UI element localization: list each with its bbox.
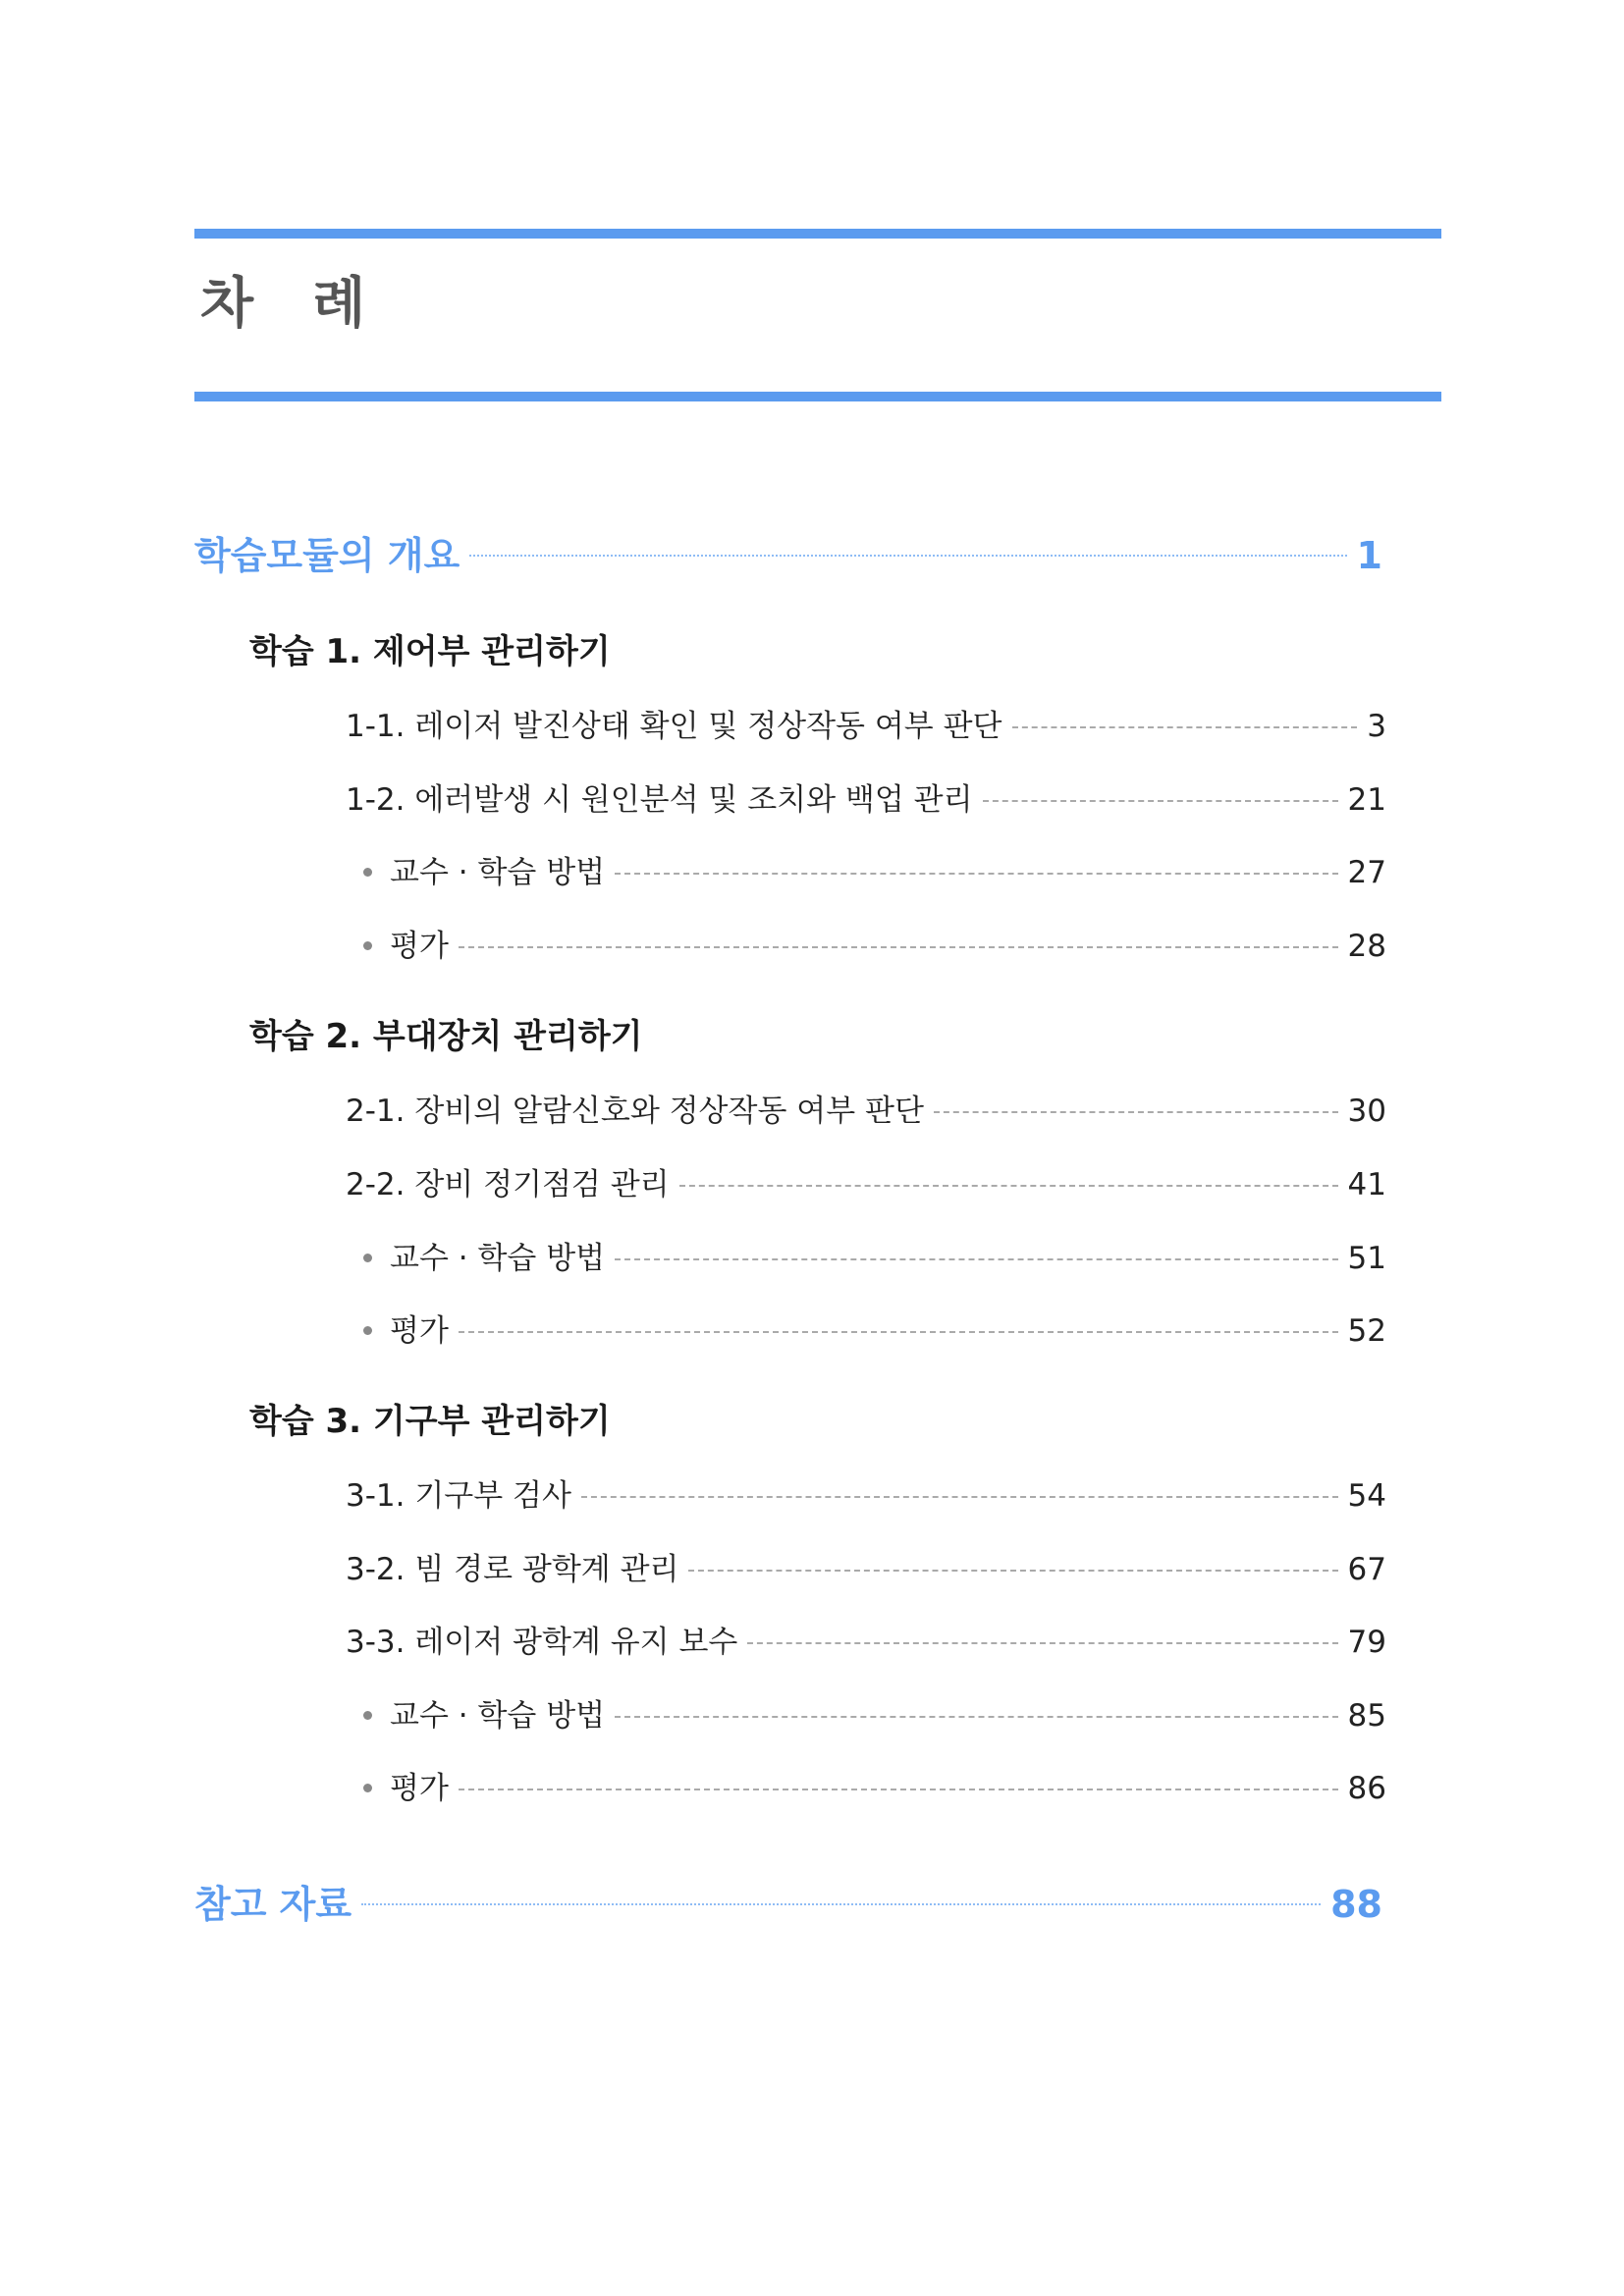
toc-entry-2-1[interactable] — [346, 1086, 1386, 1130]
toc-entry-overview[interactable] — [194, 525, 1382, 579]
toc-entry-page: 88 — [1330, 1883, 1382, 1926]
toc-entry-1-2[interactable] — [346, 774, 1386, 819]
bullet-icon — [363, 1254, 372, 1262]
dot-leader — [1012, 726, 1358, 728]
toc-entry-label: 참고 자료 — [194, 1883, 352, 1926]
toc-entry-2-2[interactable] — [346, 1159, 1386, 1203]
toc-entry-3-evaluation[interactable] — [363, 1763, 1386, 1807]
toc-entry-page: 52 — [1347, 1313, 1386, 1349]
learning-3-heading[interactable] — [249, 1394, 611, 1442]
dot-leader — [459, 946, 1338, 948]
toc-entry-2-evaluation[interactable] — [363, 1306, 1386, 1350]
dot-leader — [983, 800, 1338, 802]
learning-1-heading[interactable] — [249, 624, 611, 672]
learning-2-heading[interactable] — [249, 1009, 643, 1057]
learning-heading-label: 학습 3. 기구부 관리하기 — [249, 1402, 611, 1441]
page-title-char-2: 례 — [312, 272, 366, 336]
toc-entry-page: 85 — [1347, 1698, 1386, 1734]
dot-leader — [679, 1185, 1338, 1187]
toc-entry-1-teaching[interactable] — [363, 847, 1386, 891]
dot-leader — [459, 1331, 1338, 1333]
toc-entry-label: 3-1. 기구부 검사 — [346, 1478, 571, 1514]
bullet-icon — [363, 1326, 372, 1335]
toc-entry-page: 30 — [1347, 1094, 1386, 1129]
toc-entry-3-1[interactable] — [346, 1470, 1386, 1515]
toc-entry-label: 학습모듈의 개요 — [194, 534, 460, 577]
toc-entry-page: 28 — [1347, 929, 1386, 964]
title-top-rule — [194, 229, 1441, 239]
dot-leader — [615, 1716, 1337, 1718]
toc-entry-label: 2-2. 장비 정기점검 관리 — [346, 1167, 670, 1202]
toc-entry-page: 27 — [1347, 855, 1386, 890]
page-title — [200, 272, 366, 336]
dot-leader — [688, 1570, 1337, 1572]
toc-entry-label: 평가 — [390, 1771, 449, 1806]
toc-entry-label: 교수 · 학습 방법 — [390, 855, 606, 890]
toc-entry-page: 79 — [1347, 1625, 1386, 1660]
toc-entry-page: 41 — [1347, 1167, 1386, 1202]
dot-leader — [459, 1789, 1338, 1790]
toc-entry-page: 51 — [1347, 1241, 1386, 1276]
bullet-icon — [363, 1784, 372, 1792]
toc-entry-page: 54 — [1347, 1478, 1386, 1514]
dot-leader — [581, 1496, 1338, 1498]
toc-entry-1-1[interactable] — [346, 701, 1386, 745]
toc-entry-2-teaching[interactable] — [363, 1233, 1386, 1277]
toc-entry-label: 평가 — [390, 929, 449, 964]
toc-entry-page: 1 — [1356, 534, 1382, 577]
toc-entry-3-2[interactable] — [346, 1544, 1386, 1588]
toc-entry-label: 1-1. 레이저 발진상태 확인 및 정상작동 여부 판단 — [346, 709, 1002, 744]
toc-entry-page: 21 — [1347, 782, 1386, 818]
dot-leader — [469, 555, 1346, 557]
toc-entry-label: 교수 · 학습 방법 — [390, 1698, 606, 1734]
page-title-char-1: 차 — [200, 272, 254, 336]
dot-leader — [747, 1642, 1337, 1644]
toc-entry-page: 3 — [1367, 709, 1386, 744]
toc-entry-label: 2-1. 장비의 알람신호와 정상작동 여부 판단 — [346, 1094, 924, 1129]
learning-heading-label: 학습 1. 제어부 관리하기 — [249, 632, 611, 671]
toc-entry-1-evaluation[interactable] — [363, 921, 1386, 965]
toc-entry-page: 86 — [1347, 1771, 1386, 1806]
toc-entry-references[interactable] — [194, 1874, 1382, 1928]
toc-entry-label: 3-3. 레이저 광학계 유지 보수 — [346, 1625, 738, 1660]
toc-entry-page: 67 — [1347, 1552, 1386, 1587]
bullet-icon — [363, 868, 372, 877]
dot-leader — [934, 1111, 1338, 1113]
toc-entry-label: 3-2. 빔 경로 광학계 관리 — [346, 1552, 679, 1587]
toc-entry-label: 교수 · 학습 방법 — [390, 1241, 606, 1276]
dot-leader — [361, 1903, 1321, 1905]
toc-entry-label: 1-2. 에러발생 시 원인분석 및 조치와 백업 관리 — [346, 782, 973, 818]
bullet-icon — [363, 941, 372, 950]
toc-entry-label: 평가 — [390, 1313, 449, 1349]
dot-leader — [615, 1258, 1337, 1260]
title-bottom-rule — [194, 392, 1441, 401]
toc-entry-3-teaching[interactable] — [363, 1690, 1386, 1735]
bullet-icon — [363, 1711, 372, 1720]
dot-leader — [615, 873, 1337, 875]
learning-heading-label: 학습 2. 부대장치 관리하기 — [249, 1017, 643, 1056]
toc-entry-3-3[interactable] — [346, 1617, 1386, 1661]
